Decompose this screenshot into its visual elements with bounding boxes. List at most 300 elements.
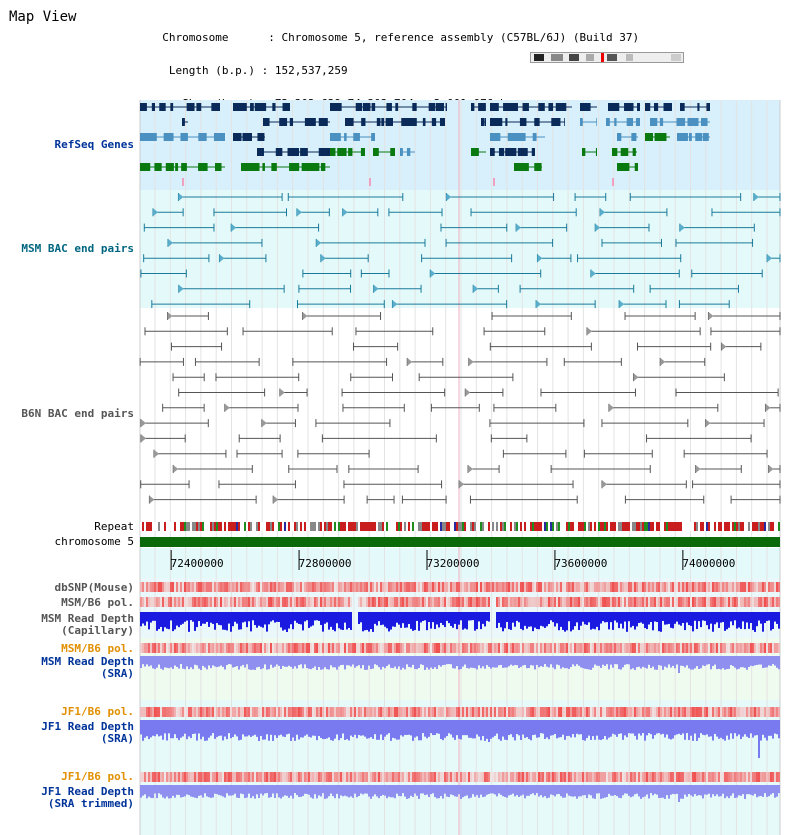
jf1-pol-trimmed-cell — [472, 772, 474, 782]
msm-b6-pol-sra-cell — [270, 643, 272, 653]
repeat-element — [568, 522, 570, 531]
dbsnp-cell — [358, 582, 360, 592]
jf1-depth-sra-bar — [342, 720, 344, 733]
msm-b6-pol-sra-cell — [216, 643, 218, 653]
jf1-depth-sra-bar — [388, 720, 390, 733]
refseq-gene-exon — [371, 133, 375, 141]
msm-depth-sra-bar — [714, 656, 716, 665]
msm-depth-sra-bar — [220, 656, 222, 666]
repeat-element — [284, 522, 286, 531]
jf1-pol-trimmed-cell — [294, 772, 296, 782]
msm-b6-pol-sra-cell — [642, 643, 644, 653]
dbsnp-cell — [392, 582, 394, 592]
msm-depth-sra-bar — [520, 656, 522, 667]
dbsnp-cell — [258, 582, 260, 592]
jf1-pol-trimmed-cell — [688, 772, 690, 782]
jf1-depth-sra-bar — [646, 720, 648, 735]
jf1-pol-cell — [488, 707, 490, 717]
jf1-depth-trimmed-bar — [462, 785, 464, 797]
jf1-pol-cell — [160, 707, 162, 717]
msm-b6-pol-sra-cell — [310, 643, 312, 653]
dbsnp-cell — [234, 582, 236, 592]
dbsnp-cell — [760, 582, 762, 592]
track-label-chromosome[interactable]: chromosome 5 — [54, 535, 134, 548]
msm-b6-pol-cell — [406, 597, 408, 607]
repeat-element — [336, 522, 338, 531]
jf1-pol-trimmed-cell — [596, 772, 598, 782]
msm-depth-capillary-bar — [276, 612, 278, 622]
jf1-depth-sra-bar — [250, 720, 252, 737]
jf1-pol-cell — [736, 707, 738, 717]
jf1-depth-trimmed-bar — [450, 785, 452, 794]
jf1-pol-trimmed-cell — [612, 772, 614, 782]
msm-depth-capillary-bar — [586, 612, 588, 625]
jf1-pol-cell — [144, 707, 146, 717]
jf1-depth-sra-bar — [396, 720, 398, 740]
repeat-element — [540, 522, 542, 531]
jf1-depth-sra-bar — [226, 720, 228, 739]
msm-b6-pol-cell — [592, 597, 594, 607]
msm-depth-capillary-bar — [200, 612, 202, 626]
msm-b6-pol-sra-cell — [594, 643, 596, 653]
jf1-depth-trimmed-bar — [654, 785, 656, 794]
msm-b6-pol-cell — [760, 597, 762, 607]
msm-b6-pol-sra-cell — [380, 643, 382, 653]
dbsnp-cell — [710, 582, 712, 592]
jf1-pol-trimmed-cell — [390, 772, 392, 782]
repeat-element — [654, 522, 656, 531]
track-label-b6n-bac[interactable]: B6N BAC end pairs — [21, 407, 134, 420]
jf1-pol-trimmed-cell — [450, 772, 452, 782]
msm-b6-pol-cell — [376, 597, 378, 607]
jf1-pol-trimmed-cell — [588, 772, 590, 782]
msm-depth-sra-bar — [480, 656, 482, 668]
msm-b6-pol-sra-cell — [668, 643, 670, 653]
msm-depth-sra-bar — [352, 656, 354, 664]
jf1-depth-trimmed-bar — [688, 785, 690, 794]
dbsnp-cell — [192, 582, 194, 592]
msm-b6-pol-cell — [430, 597, 432, 607]
refseq-gene-exon — [152, 103, 155, 111]
jf1-depth-sra-bar — [726, 720, 728, 736]
msm-depth-sra-bar — [360, 656, 362, 668]
msm-depth-capillary-bar — [736, 612, 738, 629]
jf1-pol-trimmed-cell — [142, 772, 144, 782]
msm-b6-pol-sra-cell — [330, 643, 332, 653]
jf1-pol-cell — [676, 707, 678, 717]
msm-depth-sra-bar — [724, 656, 726, 670]
msm-depth-sra-bar — [656, 656, 658, 670]
msm-depth-sra-bar — [536, 656, 538, 665]
msm-depth-capillary-bar — [574, 612, 576, 626]
msm-depth-capillary-bar — [476, 612, 478, 629]
repeat-element — [320, 522, 322, 531]
jf1-depth-trimmed-bar — [570, 785, 572, 796]
msm-b6-pol-cell — [342, 597, 344, 607]
repeat-element — [356, 522, 358, 531]
msm-depth-sra-bar — [632, 656, 634, 668]
repeat-element — [672, 522, 674, 531]
jf1-depth-trimmed-bar — [208, 785, 210, 797]
msm-depth-capillary-bar — [260, 612, 262, 627]
jf1-depth-sra-bar — [382, 720, 384, 740]
msm-b6-pol-cell — [260, 597, 262, 607]
jf1-pol-cell — [278, 707, 280, 717]
jf1-depth-sra-bar — [286, 720, 288, 734]
msm-b6-pol-cell — [302, 597, 304, 607]
msm-b6-pol-cell — [678, 597, 680, 607]
msm-b6-pol-cell — [482, 597, 484, 607]
jf1-pol-trimmed-cell — [258, 772, 260, 782]
dbsnp-cell — [200, 582, 202, 592]
msm-depth-capillary-bar — [160, 612, 162, 627]
msm-depth-sra-bar — [454, 656, 456, 669]
msm-b6-pol-cell — [524, 597, 526, 607]
jf1-pol-trimmed-cell — [276, 772, 278, 782]
jf1-pol-trimmed-cell — [772, 772, 774, 782]
jf1-pol-cell — [686, 707, 688, 717]
refseq-gene-exon — [198, 163, 208, 171]
repeat-element — [644, 522, 646, 531]
jf1-depth-sra-bar — [352, 720, 354, 737]
repeat-element — [542, 522, 544, 531]
jf1-depth-trimmed-bar — [748, 785, 750, 794]
track-label-jf1-depth-sra[interactable]: JF1 Read Depth — [41, 720, 134, 733]
jf1-pol-trimmed-cell — [412, 772, 414, 782]
jf1-pol-cell — [186, 707, 188, 717]
msm-depth-sra-bar — [704, 656, 706, 666]
repeat-element — [338, 522, 340, 531]
jf1-depth-sra-bar — [542, 720, 544, 734]
jf1-depth-trimmed-bar — [486, 785, 488, 795]
jf1-depth-sra-bar — [384, 720, 386, 737]
jf1-depth-sra-bar — [564, 720, 566, 740]
jf1-depth-trimmed-bar — [692, 785, 694, 797]
msm-b6-pol-cell — [238, 597, 240, 607]
repeat-element — [390, 522, 392, 531]
jf1-depth-sra-bar — [460, 720, 462, 739]
msm-b6-pol-sra-cell — [704, 643, 706, 653]
dbsnp-cell — [180, 582, 182, 592]
track-label-refseq[interactable]: RefSeq Genes — [54, 138, 134, 151]
msm-b6-pol-cell — [160, 597, 162, 607]
track-label-dbsnp[interactable]: dbSNP(Mouse) — [54, 581, 134, 594]
repeat-element — [156, 522, 158, 531]
jf1-depth-sra-bar — [608, 720, 610, 738]
jf1-depth-sra-bar — [586, 720, 588, 738]
jf1-depth-trimmed-bar — [374, 785, 376, 794]
dbsnp-cell — [172, 582, 174, 592]
msm-b6-pol-cell — [236, 597, 238, 607]
repeat-element — [550, 522, 552, 531]
jf1-pol-cell — [196, 707, 198, 717]
msm-b6-pol-sra-cell — [222, 643, 224, 653]
msm-depth-sra-bar — [300, 656, 302, 664]
jf1-depth-trimmed-bar — [556, 785, 558, 794]
dbsnp-cell — [152, 582, 154, 592]
dbsnp-cell — [756, 582, 758, 592]
jf1-depth-trimmed-bar — [600, 785, 602, 799]
jf1-pol-cell — [412, 707, 414, 717]
msm-depth-capillary-bar — [642, 612, 644, 624]
jf1-pol-trimmed-cell — [604, 772, 606, 782]
dbsnp-cell — [302, 582, 304, 592]
repeat-element — [660, 522, 662, 531]
jf1-depth-sra-bar — [320, 720, 322, 738]
msm-depth-sra-bar — [196, 656, 198, 665]
msm-b6-pol-sra-cell — [716, 643, 718, 653]
dbsnp-cell — [204, 582, 206, 592]
repeat-element — [372, 522, 374, 531]
dbsnp-cell — [734, 582, 736, 592]
jf1-depth-trimmed-bar — [322, 785, 324, 793]
dbsnp-cell — [728, 582, 730, 592]
repeat-element — [562, 522, 564, 531]
dbsnp-cell — [374, 582, 376, 592]
msm-depth-sra-bar — [272, 656, 274, 668]
jf1-depth-trimmed-bar — [634, 785, 636, 794]
jf1-depth-trimmed-bar — [708, 785, 710, 794]
jf1-depth-trimmed-bar — [228, 785, 230, 796]
jf1-depth-trimmed-bar — [332, 785, 334, 796]
dbsnp-cell — [300, 582, 302, 592]
jf1-depth-sra-bar — [374, 720, 376, 734]
jf1-depth-sra-bar — [328, 720, 330, 737]
msm-b6-pol-cell — [622, 597, 624, 607]
msm-b6-pol-sra-cell — [348, 643, 350, 653]
jf1-pol-cell — [524, 707, 526, 717]
msm-b6-pol-cell — [712, 597, 714, 607]
jf1-depth-sra-bar — [546, 720, 548, 737]
jf1-depth-sra-bar — [466, 720, 468, 735]
track-label-repeat[interactable]: Repeat — [94, 520, 134, 533]
jf1-pol-cell — [578, 707, 580, 717]
msm-b6-pol-cell — [478, 597, 480, 607]
msm-b6-pol-cell — [226, 597, 228, 607]
jf1-pol-cell — [712, 707, 714, 717]
dbsnp-cell — [682, 582, 684, 592]
jf1-depth-trimmed-bar — [606, 785, 608, 797]
jf1-depth-trimmed-bar — [772, 785, 774, 793]
jf1-depth-trimmed-bar — [586, 785, 588, 798]
jf1-depth-trimmed-bar — [276, 785, 278, 793]
jf1-pol-trimmed-cell — [644, 772, 646, 782]
refseq-gene-exon — [306, 163, 313, 171]
msm-b6-pol-cell — [246, 597, 248, 607]
msm-depth-capillary-bar — [142, 612, 144, 624]
repeat-element — [620, 522, 622, 531]
jf1-pol-cell — [408, 707, 410, 717]
track-label-msm-depth-sra[interactable]: MSM Read Depth — [41, 655, 134, 668]
jf1-pol-cell — [308, 707, 310, 717]
msm-depth-capillary-bar — [156, 612, 158, 631]
repeat-element — [530, 522, 532, 531]
jf1-depth-trimmed-bar — [620, 785, 622, 798]
jf1-depth-sra-bar — [496, 720, 498, 734]
repeat-element — [506, 522, 508, 531]
msm-b6-pol-cell — [272, 597, 274, 607]
msm-b6-pol-sra-cell — [230, 643, 232, 653]
jf1-depth-sra-bar — [654, 720, 656, 735]
msm-depth-sra-bar — [424, 656, 426, 670]
repeat-element — [322, 522, 324, 531]
dbsnp-cell — [646, 582, 648, 592]
jf1-depth-sra-bar — [538, 720, 540, 737]
msm-b6-pol-sra-cell — [466, 643, 468, 653]
jf1-pol-trimmed-cell — [428, 772, 430, 782]
track-label-jf1-depth-trimmed[interactable]: JF1 Read Depth — [41, 785, 134, 798]
jf1-depth-trimmed-bar — [258, 785, 260, 798]
dbsnp-cell — [354, 582, 356, 592]
dbsnp-cell — [252, 582, 254, 592]
msm-b6-pol-sra-cell — [192, 643, 194, 653]
repeat-element — [212, 522, 214, 531]
refseq-gene-exon — [471, 103, 474, 111]
jf1-depth-trimmed-bar — [264, 785, 266, 793]
msm-depth-sra-bar — [286, 656, 288, 667]
track-label-jf1-pol-trimmed[interactable]: JF1/B6 pol. — [61, 770, 134, 783]
msm-depth-capillary-bar — [414, 612, 416, 630]
jf1-pol-trimmed-cell — [426, 772, 428, 782]
jf1-depth-trimmed-bar — [368, 785, 370, 797]
jf1-pol-cell — [410, 707, 412, 717]
jf1-pol-cell — [688, 707, 690, 717]
refseq-gene-exon — [344, 133, 347, 141]
jf1-depth-sra-bar — [652, 720, 654, 739]
repeat-element — [472, 522, 474, 531]
repeat-element — [664, 522, 666, 531]
msm-depth-sra-bar — [438, 656, 440, 665]
msm-b6-pol-cell — [610, 597, 612, 607]
jf1-pol-cell — [268, 707, 270, 717]
msm-depth-capillary-bar — [678, 612, 680, 625]
jf1-pol-trimmed-cell — [436, 772, 438, 782]
repeat-element — [606, 522, 608, 531]
repeat-element — [662, 522, 664, 531]
msm-b6-pol-sra-cell — [540, 643, 542, 653]
dbsnp-cell — [298, 582, 300, 592]
repeat-element — [340, 522, 342, 531]
jf1-depth-sra-bar — [418, 720, 420, 740]
msm-b6-pol-sra-cell — [754, 643, 756, 653]
dbsnp-cell — [216, 582, 218, 592]
jf1-depth-trimmed-bar — [558, 785, 560, 794]
dbsnp-cell — [176, 582, 178, 592]
repeat-element — [528, 522, 530, 531]
refseq-gene-exon — [215, 163, 221, 171]
jf1-pol-trimmed-cell — [736, 772, 738, 782]
msm-depth-capillary-bar — [486, 612, 488, 621]
jf1-pol-trimmed-cell — [272, 772, 274, 782]
repeat-element — [732, 522, 734, 531]
msm-b6-pol-sra-cell — [766, 643, 768, 653]
repeat-element — [354, 522, 356, 531]
jf1-depth-sra-bar — [164, 720, 166, 733]
jf1-depth-sra-bar — [294, 720, 296, 741]
repeat-element — [560, 522, 562, 531]
msm-b6-pol-sra-cell — [202, 643, 204, 653]
dbsnp-cell — [612, 582, 614, 592]
b6n-bac-pair-arrow — [721, 343, 726, 351]
msm-depth-sra-bar — [236, 656, 238, 666]
jf1-pol-trimmed-cell — [158, 772, 160, 782]
jf1-pol-trimmed-cell — [190, 772, 192, 782]
msm-b6-pol-sra-cell — [208, 643, 210, 653]
msm-b6-pol-sra-cell — [700, 643, 702, 653]
b6n-bac-pair-arrow — [465, 389, 470, 397]
jf1-depth-trimmed-bar — [522, 785, 524, 795]
jf1-depth-sra-bar — [152, 720, 154, 736]
msm-depth-capillary-bar — [576, 612, 578, 622]
msm-depth-sra-bar — [654, 656, 656, 670]
dbsnp-cell — [288, 582, 290, 592]
dbsnp-cell — [762, 582, 764, 592]
track-label-jf1-pol[interactable]: JF1/B6 pol. — [61, 705, 134, 718]
jf1-depth-trimmed-bar — [172, 785, 174, 796]
jf1-pol-trimmed-cell — [714, 772, 716, 782]
msm-depth-capillary-bar — [564, 612, 566, 632]
jf1-pol-trimmed-cell — [336, 772, 338, 782]
dbsnp-cell — [618, 582, 620, 592]
repeat-element — [576, 522, 578, 531]
msm-b6-pol-cell — [372, 597, 374, 607]
msm-depth-capillary-bar — [692, 612, 694, 631]
jf1-depth-sra-bar — [372, 720, 374, 739]
jf1-pol-cell — [210, 707, 212, 717]
track-label-msm-depth-capillary[interactable]: MSM Read Depth — [41, 612, 134, 625]
msm-depth-sra-bar — [214, 656, 216, 667]
msm-depth-sra-bar — [372, 656, 374, 669]
jf1-pol-trimmed-cell — [188, 772, 190, 782]
jf1-pol-trimmed-cell — [402, 772, 404, 782]
msm-b6-pol-cell — [558, 597, 560, 607]
msm-b6-pol-sra-cell — [598, 643, 600, 653]
msm-depth-capillary-bar — [758, 612, 760, 621]
jf1-depth-trimmed-bar — [434, 785, 436, 797]
msm-depth-capillary-bar — [178, 612, 180, 627]
jf1-pol-cell — [638, 707, 640, 717]
msm-depth-sra-bar — [692, 656, 694, 670]
jf1-depth-trimmed-bar — [776, 785, 778, 797]
repeat-element — [772, 522, 774, 531]
jf1-depth-trimmed-bar — [476, 785, 478, 795]
jf1-depth-sra-bar — [280, 720, 282, 735]
jf1-depth-sra-bar — [228, 720, 230, 733]
jf1-pol-trimmed-cell — [538, 772, 540, 782]
jf1-depth-trimmed-bar — [696, 785, 698, 796]
dbsnp-cell — [654, 582, 656, 592]
track-label-msm-bac[interactable]: MSM BAC end pairs — [21, 242, 134, 255]
msm-b6-pol-sra-cell — [562, 643, 564, 653]
refseq-gene-exon — [356, 103, 362, 111]
msm-depth-capillary-bar — [488, 612, 490, 622]
jf1-pol-cell — [314, 707, 316, 717]
repeat-element — [596, 522, 598, 531]
jf1-pol-trimmed-cell — [774, 772, 776, 782]
msm-depth-capillary-bar — [538, 612, 540, 629]
dbsnp-cell — [550, 582, 552, 592]
track-label-msm-b6-pol[interactable]: MSM/B6 pol. — [61, 596, 134, 609]
jf1-depth-trimmed-bar — [468, 785, 470, 798]
repeat-element — [176, 522, 178, 531]
track-label-msm-b6-pol-sra[interactable]: MSM/B6 pol. — [61, 642, 134, 655]
dbsnp-cell — [420, 582, 422, 592]
repeat-element — [578, 522, 580, 531]
refseq-gene-exon — [377, 118, 381, 126]
jf1-depth-sra-bar — [262, 720, 264, 740]
repeat-element — [684, 522, 686, 531]
msm-depth-capillary-bar — [674, 612, 676, 624]
